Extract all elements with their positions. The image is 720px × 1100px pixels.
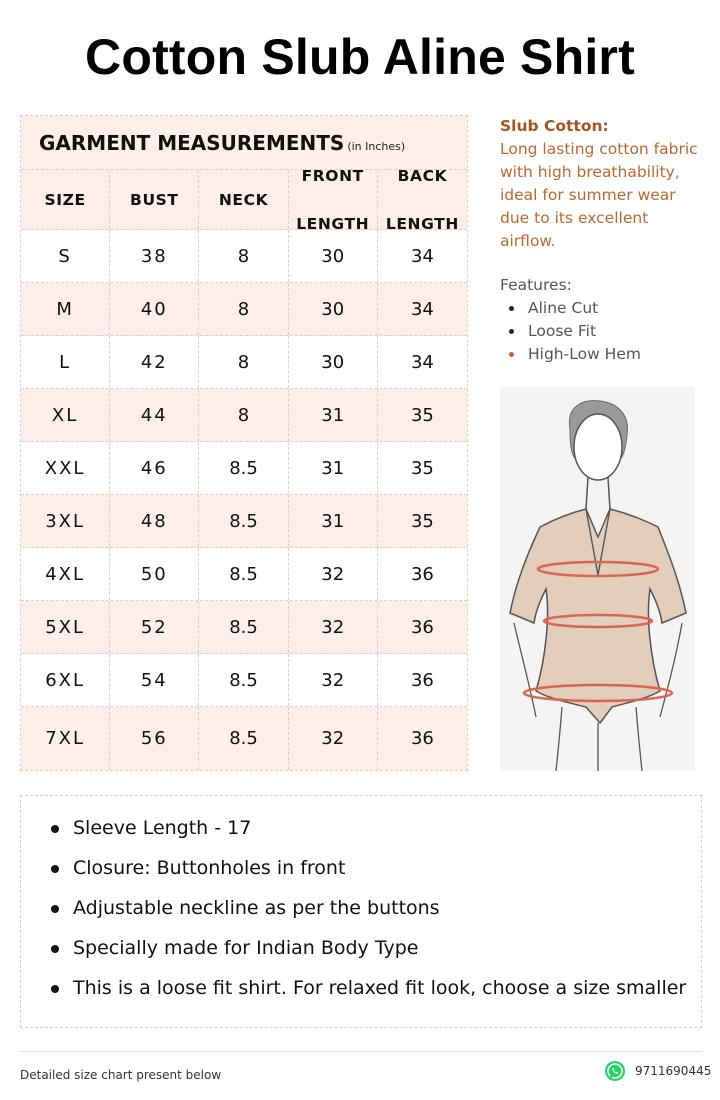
table-cell: 8.5 bbox=[199, 495, 288, 547]
table-cell: 8.5 bbox=[199, 442, 288, 494]
phone-number[interactable]: 9711690445 bbox=[635, 1064, 712, 1078]
features-list bbox=[500, 274, 705, 366]
table-cell: 31 bbox=[289, 389, 378, 441]
table-cell: 35 bbox=[410, 510, 434, 532]
table-cell: 35 bbox=[410, 457, 434, 479]
table-cell: 36 bbox=[410, 616, 434, 638]
product-notes bbox=[20, 795, 702, 1028]
table-cell: 50 bbox=[110, 548, 199, 600]
table-row bbox=[21, 442, 467, 495]
page-title: Cotton Slub Aline Shirt bbox=[85, 29, 635, 85]
table-heading bbox=[21, 116, 467, 170]
table-row bbox=[21, 336, 467, 389]
note-item: Closure: Buttonholes in front bbox=[53, 848, 701, 888]
table-cell: S bbox=[21, 230, 110, 282]
table-cell: 38 bbox=[110, 230, 199, 282]
table-cell: 8.5 bbox=[199, 601, 288, 653]
table-cell: 34 bbox=[410, 351, 434, 373]
table-cell: 30 bbox=[289, 283, 378, 335]
feature-item: Aline Cut bbox=[509, 297, 705, 320]
table-row bbox=[21, 283, 467, 336]
footer-divider bbox=[20, 1051, 702, 1052]
table-cell: 8 bbox=[199, 230, 288, 282]
fabric-label: Slub Cotton: bbox=[500, 117, 609, 135]
table-cell: 8.5 bbox=[199, 654, 288, 706]
table-row bbox=[21, 707, 467, 770]
column-header: NECK bbox=[199, 170, 288, 229]
note-item: This is a loose fit shirt. For relaxed fit look, choose a size smaller bbox=[53, 968, 701, 1008]
table-cell: L bbox=[21, 336, 110, 388]
table-cell: 36 bbox=[410, 669, 434, 691]
table-heading-text: GARMENT MEASUREMENTS bbox=[39, 130, 345, 155]
footer-note: Detailed size chart present below bbox=[20, 1068, 222, 1082]
table-row bbox=[21, 654, 467, 707]
table-cell: 4XL bbox=[21, 548, 110, 600]
measurement-table bbox=[20, 115, 468, 771]
contact[interactable] bbox=[604, 1060, 711, 1082]
table-cell: 5XL bbox=[21, 601, 110, 653]
mannequin-figure bbox=[500, 387, 695, 771]
table-cell: 48 bbox=[110, 495, 199, 547]
table-cell: 8 bbox=[199, 336, 288, 388]
note-item: Specially made for Indian Body Type bbox=[53, 928, 701, 968]
table-cell: 54 bbox=[110, 654, 199, 706]
fabric-description: Long lasting cotton fabric with high breathability, ideal for summer wear due to its excellent airflow. bbox=[500, 140, 698, 250]
table-header-row bbox=[21, 166, 467, 233]
table-row bbox=[21, 230, 467, 283]
table-cell: 30 bbox=[289, 336, 378, 388]
table-cell: 8.5 bbox=[199, 707, 288, 770]
table-cell: 32 bbox=[289, 601, 378, 653]
column-header: FRONT LENGTH bbox=[289, 170, 378, 229]
table-cell: 32 bbox=[289, 707, 378, 770]
feature-item: High-Low Hem bbox=[509, 343, 705, 366]
table-cell: 52 bbox=[110, 601, 199, 653]
column-header: BACK LENGTH bbox=[385, 166, 459, 233]
table-cell: 6XL bbox=[21, 654, 110, 706]
table-cell: 32 bbox=[289, 548, 378, 600]
table-cell: 35 bbox=[410, 404, 434, 426]
column-header: SIZE bbox=[21, 170, 110, 229]
table-unit: (in Inches) bbox=[347, 140, 406, 153]
table-cell: 42 bbox=[110, 336, 199, 388]
garment-fit-illustration bbox=[500, 387, 695, 771]
table-cell: 34 bbox=[410, 298, 434, 320]
whatsapp-icon bbox=[604, 1060, 626, 1082]
table-cell: XL bbox=[21, 389, 110, 441]
table-cell: 7XL bbox=[21, 707, 110, 770]
table-row bbox=[21, 389, 467, 442]
table-cell: 3XL bbox=[21, 495, 110, 547]
table-cell: 46 bbox=[110, 442, 199, 494]
fabric-info bbox=[500, 115, 705, 253]
table-cell: 44 bbox=[110, 389, 199, 441]
table-row bbox=[21, 548, 467, 601]
table-cell: 40 bbox=[110, 283, 199, 335]
table-cell: 34 bbox=[410, 245, 434, 267]
table-cell: 31 bbox=[289, 442, 378, 494]
table-cell: 8 bbox=[199, 283, 288, 335]
table-cell: XXL bbox=[21, 442, 110, 494]
table-cell: 8 bbox=[199, 389, 288, 441]
table-cell: 36 bbox=[410, 563, 434, 585]
features-label: Features: bbox=[500, 276, 572, 294]
note-item: Sleeve Length - 17 bbox=[53, 808, 701, 848]
feature-item: Loose Fit bbox=[509, 320, 705, 343]
column-header: BUST bbox=[110, 170, 199, 229]
table-cell: 32 bbox=[289, 654, 378, 706]
table-row bbox=[21, 601, 467, 654]
table-row bbox=[21, 495, 467, 548]
table-cell: 36 bbox=[410, 728, 434, 749]
table-cell: 30 bbox=[289, 230, 378, 282]
table-cell: 8.5 bbox=[199, 548, 288, 600]
note-item: Adjustable neckline as per the buttons bbox=[53, 888, 701, 928]
table-cell: 31 bbox=[289, 495, 378, 547]
table-cell: M bbox=[21, 283, 110, 335]
table-cell: 56 bbox=[110, 707, 199, 770]
